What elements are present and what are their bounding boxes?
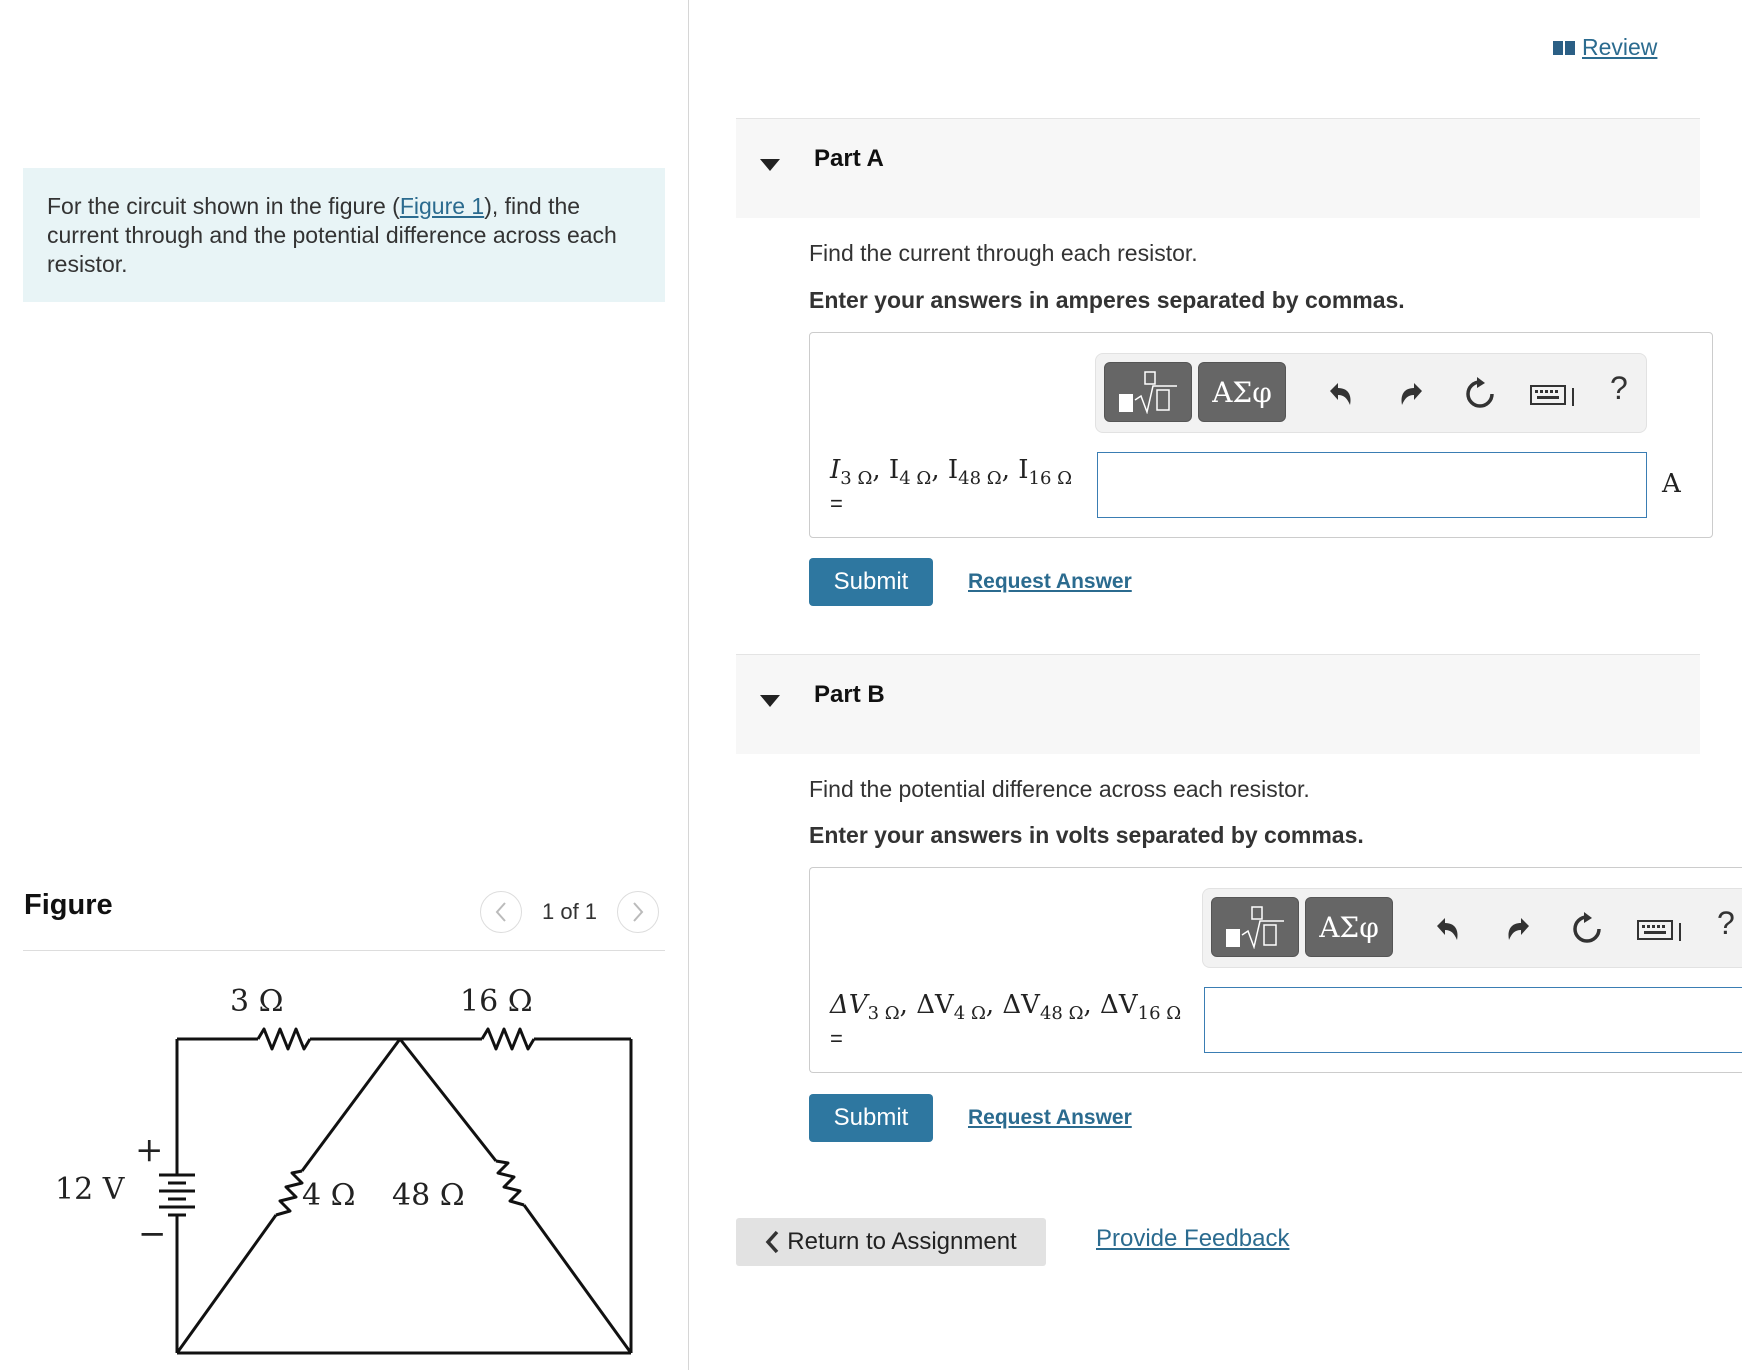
circuit-diagram (40, 965, 660, 1365)
label-plus: + (135, 1130, 164, 1170)
help-icon[interactable]: ? (1717, 905, 1735, 941)
label-48-ohm: 48 Ω (392, 1178, 465, 1213)
caret-down-icon (760, 159, 780, 171)
part-a-units-instruction: Enter your answers in amperes separated by commas. (809, 287, 1405, 313)
equals-sign: = (830, 1026, 843, 1051)
radical-template-icon (1220, 905, 1290, 949)
part-b-math-toolbar (1202, 888, 1742, 968)
greek-symbols-button[interactable]: ΑΣφ (1305, 897, 1393, 957)
part-b-units-instruction: Enter your answers in volts separated by commas. (809, 822, 1364, 848)
provide-feedback-link[interactable]: Provide Feedback (1096, 1225, 1290, 1252)
figure-count: 1 of 1 (542, 899, 598, 924)
templates-button[interactable] (1104, 362, 1192, 422)
part-b-header[interactable] (736, 654, 1700, 754)
part-a-answer-box (809, 332, 1713, 538)
label-minus: − (138, 1214, 167, 1254)
part-b-answer-box (809, 867, 1742, 1073)
redo-icon[interactable] (1390, 374, 1434, 414)
resistor-16-ohm (482, 1029, 534, 1049)
part-b-request-answer-link[interactable]: Request Answer (968, 1106, 1132, 1129)
reset-icon[interactable] (1458, 374, 1502, 414)
label-12-volt: 12 V (55, 1172, 125, 1207)
part-b-title: Part B (814, 681, 885, 708)
part-b-instruction: Find the potential difference across each resistor. (809, 776, 1310, 802)
radical-template-icon (1113, 370, 1183, 414)
part-a-instruction: Find the current through each resistor. (809, 240, 1198, 266)
reset-icon[interactable] (1565, 909, 1609, 949)
prompt-text-after: ), find the current through and the potential difference across each resistor. (47, 193, 617, 277)
pane-divider (688, 0, 689, 1370)
review-link[interactable]: Review (1582, 34, 1658, 60)
review-link-group[interactable] (1552, 34, 1657, 61)
return-label: Return to Assignment (787, 1228, 1017, 1255)
part-a-header[interactable] (736, 118, 1700, 218)
resistor-48-ohm (496, 1161, 524, 1205)
part-a-unit: A (1662, 469, 1681, 499)
return-to-assignment-button[interactable] (736, 1218, 1046, 1266)
part-a-submit-button[interactable]: Submit (809, 558, 933, 606)
label-16-ohm: 16 Ω (460, 984, 533, 1019)
help-icon[interactable]: ? (1610, 370, 1628, 406)
prompt-text-before: For the circuit shown in the figure ( (47, 193, 400, 219)
chevron-left-icon (494, 901, 508, 923)
part-a-title: Part A (814, 145, 884, 172)
undo-icon[interactable] (1318, 374, 1362, 414)
equals-sign: = (830, 491, 843, 516)
part-a-request-answer-link[interactable]: Request Answer (968, 570, 1132, 593)
chevron-left-icon (765, 1230, 779, 1254)
figure-link[interactable]: Figure 1 (399, 193, 485, 219)
keyboard-icon[interactable] (1528, 374, 1584, 414)
figure-pager (480, 890, 659, 934)
figure-title: Figure (24, 889, 113, 921)
caret-down-icon (760, 695, 780, 707)
part-a-answer-input[interactable] (1097, 452, 1647, 518)
label-4-ohm: 4 Ω (302, 1178, 356, 1213)
undo-icon[interactable] (1425, 909, 1469, 949)
label-3-ohm: 3 Ω (230, 984, 284, 1019)
resistor-3-ohm (258, 1029, 310, 1049)
next-figure-button[interactable] (617, 891, 659, 933)
part-a-math-toolbar (1095, 353, 1647, 433)
part-b-answer-input[interactable] (1204, 987, 1742, 1053)
figure-divider (23, 950, 665, 951)
part-b-expression: $\Delta V_{3 \Omega}$, $\Delta V_{4 \Omega}$, $\Delta V_{48 \Omega}$, $\Delta V_{16 \Omega}$ = (830, 990, 1182, 1051)
problem-statement (23, 168, 665, 302)
part-a-expression: $I_{3 \Omega}$, $I_{4 \Omega}$, $I_{48 \Omega}$, $I_{16 \Omega}$ = (830, 455, 1073, 516)
templates-button[interactable] (1211, 897, 1299, 957)
greek-symbols-button[interactable]: ΑΣφ (1198, 362, 1286, 422)
resistor-4-ohm (276, 1171, 302, 1215)
keyboard-icon[interactable] (1635, 909, 1691, 949)
prev-figure-button[interactable] (480, 891, 522, 933)
part-b-submit-button[interactable]: Submit (809, 1094, 933, 1142)
book-icon (1552, 38, 1576, 58)
left-pane (0, 0, 688, 1370)
chevron-right-icon (631, 901, 645, 923)
redo-icon[interactable] (1497, 909, 1541, 949)
battery-12v (159, 1175, 195, 1215)
